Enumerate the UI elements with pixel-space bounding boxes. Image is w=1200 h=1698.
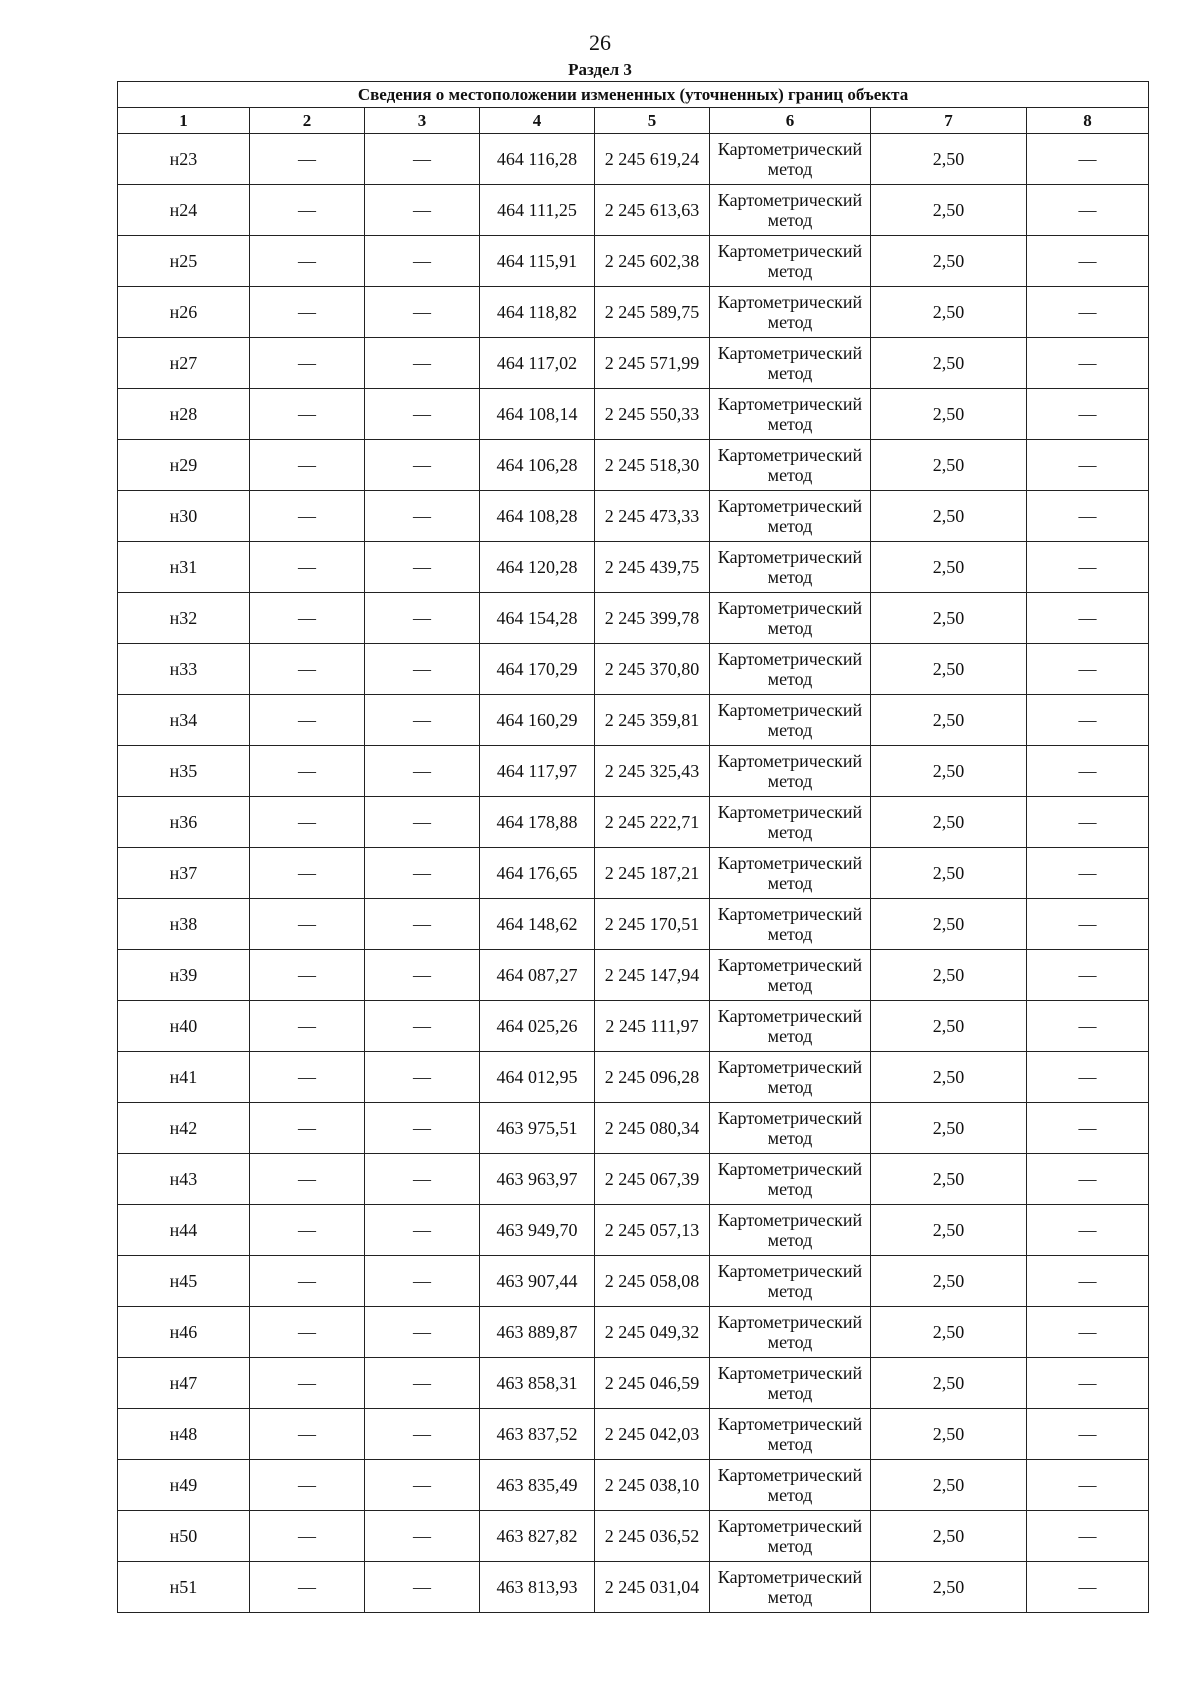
- y-coordinate-cell: 2 245 046,59: [595, 1358, 710, 1409]
- empty-value-cell: —: [1027, 1358, 1149, 1409]
- table-row: [118, 1358, 1149, 1409]
- empty-value-cell: —: [250, 389, 365, 440]
- y-coordinate-cell: 2 245 170,51: [595, 899, 710, 950]
- point-name-cell: н43: [118, 1154, 250, 1205]
- empty-value-cell: —: [250, 1307, 365, 1358]
- method-cell: Картометрический метод: [710, 797, 871, 848]
- table-row: [118, 1409, 1149, 1460]
- point-name-cell: н51: [118, 1562, 250, 1613]
- accuracy-cell: 2,50: [871, 1001, 1027, 1052]
- table-row: [118, 1154, 1149, 1205]
- empty-value-cell: —: [365, 1154, 480, 1205]
- y-coordinate-cell: 2 245 439,75: [595, 542, 710, 593]
- empty-value-cell: —: [250, 1154, 365, 1205]
- empty-value-cell: —: [250, 848, 365, 899]
- point-name-cell: н34: [118, 695, 250, 746]
- empty-value-cell: —: [365, 1511, 480, 1562]
- x-coordinate-cell: 464 116,28: [480, 134, 595, 185]
- point-name-cell: н45: [118, 1256, 250, 1307]
- empty-value-cell: —: [365, 1052, 480, 1103]
- method-cell: Картометрический метод: [710, 338, 871, 389]
- empty-value-cell: —: [1027, 338, 1149, 389]
- y-coordinate-cell: 2 245 067,39: [595, 1154, 710, 1205]
- empty-value-cell: —: [250, 899, 365, 950]
- method-cell: Картометрический метод: [710, 1460, 871, 1511]
- point-name-cell: н31: [118, 542, 250, 593]
- method-cell: Картометрический метод: [710, 695, 871, 746]
- empty-value-cell: —: [365, 1103, 480, 1154]
- method-cell: Картометрический метод: [710, 593, 871, 644]
- point-name-cell: н37: [118, 848, 250, 899]
- y-coordinate-cell: 2 245 370,80: [595, 644, 710, 695]
- x-coordinate-cell: 464 117,02: [480, 338, 595, 389]
- method-cell: Картометрический метод: [710, 389, 871, 440]
- x-coordinate-cell: 463 889,87: [480, 1307, 595, 1358]
- point-name-cell: н50: [118, 1511, 250, 1562]
- accuracy-cell: 2,50: [871, 1307, 1027, 1358]
- accuracy-cell: 2,50: [871, 848, 1027, 899]
- point-name-cell: н25: [118, 236, 250, 287]
- empty-value-cell: —: [365, 1562, 480, 1613]
- empty-value-cell: —: [365, 440, 480, 491]
- method-cell: Картометрический метод: [710, 1307, 871, 1358]
- method-cell: Картометрический метод: [710, 440, 871, 491]
- accuracy-cell: 2,50: [871, 236, 1027, 287]
- x-coordinate-cell: 464 012,95: [480, 1052, 595, 1103]
- method-cell: Картометрический метод: [710, 491, 871, 542]
- table-row: [118, 185, 1149, 236]
- empty-value-cell: —: [365, 542, 480, 593]
- point-name-cell: н26: [118, 287, 250, 338]
- x-coordinate-cell: 464 170,29: [480, 644, 595, 695]
- table-body: [118, 134, 1149, 1613]
- accuracy-cell: 2,50: [871, 440, 1027, 491]
- x-coordinate-cell: 464 117,97: [480, 746, 595, 797]
- empty-value-cell: —: [1027, 185, 1149, 236]
- x-coordinate-cell: 463 949,70: [480, 1205, 595, 1256]
- table-row: [118, 1562, 1149, 1613]
- accuracy-cell: 2,50: [871, 746, 1027, 797]
- y-coordinate-cell: 2 245 096,28: [595, 1052, 710, 1103]
- empty-value-cell: —: [365, 491, 480, 542]
- empty-value-cell: —: [250, 1511, 365, 1562]
- y-coordinate-cell: 2 245 399,78: [595, 593, 710, 644]
- point-name-cell: н29: [118, 440, 250, 491]
- point-name-cell: н44: [118, 1205, 250, 1256]
- table-row: [118, 389, 1149, 440]
- x-coordinate-cell: 464 025,26: [480, 1001, 595, 1052]
- empty-value-cell: —: [250, 1205, 365, 1256]
- empty-value-cell: —: [1027, 1154, 1149, 1205]
- empty-value-cell: —: [1027, 899, 1149, 950]
- accuracy-cell: 2,50: [871, 491, 1027, 542]
- empty-value-cell: —: [1027, 1205, 1149, 1256]
- column-number: 2: [250, 108, 365, 134]
- empty-value-cell: —: [250, 644, 365, 695]
- y-coordinate-cell: 2 245 571,99: [595, 338, 710, 389]
- method-cell: Картометрический метод: [710, 287, 871, 338]
- point-name-cell: н41: [118, 1052, 250, 1103]
- method-cell: Картометрический метод: [710, 1511, 871, 1562]
- x-coordinate-cell: 463 963,97: [480, 1154, 595, 1205]
- x-coordinate-cell: 464 111,25: [480, 185, 595, 236]
- accuracy-cell: 2,50: [871, 134, 1027, 185]
- method-cell: Картометрический метод: [710, 746, 871, 797]
- x-coordinate-cell: 464 087,27: [480, 950, 595, 1001]
- table-row: [118, 899, 1149, 950]
- accuracy-cell: 2,50: [871, 338, 1027, 389]
- empty-value-cell: —: [365, 797, 480, 848]
- empty-value-cell: —: [250, 440, 365, 491]
- accuracy-cell: 2,50: [871, 1511, 1027, 1562]
- accuracy-cell: 2,50: [871, 542, 1027, 593]
- empty-value-cell: —: [365, 695, 480, 746]
- empty-value-cell: —: [250, 950, 365, 1001]
- table-row: [118, 695, 1149, 746]
- method-cell: Картометрический метод: [710, 899, 871, 950]
- empty-value-cell: —: [365, 1307, 480, 1358]
- method-cell: Картометрический метод: [710, 1001, 871, 1052]
- method-cell: Картометрический метод: [710, 1358, 871, 1409]
- point-name-cell: н23: [118, 134, 250, 185]
- y-coordinate-cell: 2 245 473,33: [595, 491, 710, 542]
- point-name-cell: н36: [118, 797, 250, 848]
- table-caption: Сведения о местоположении измененных (уточненных) границ объекта: [118, 82, 1149, 108]
- point-name-cell: н38: [118, 899, 250, 950]
- table-row: [118, 236, 1149, 287]
- table-row: [118, 1052, 1149, 1103]
- x-coordinate-cell: 463 827,82: [480, 1511, 595, 1562]
- empty-value-cell: —: [1027, 440, 1149, 491]
- empty-value-cell: —: [1027, 287, 1149, 338]
- point-name-cell: н27: [118, 338, 250, 389]
- column-number: 4: [480, 108, 595, 134]
- point-name-cell: н35: [118, 746, 250, 797]
- table-row: [118, 1103, 1149, 1154]
- point-name-cell: н24: [118, 185, 250, 236]
- empty-value-cell: —: [1027, 848, 1149, 899]
- empty-value-cell: —: [1027, 1001, 1149, 1052]
- table-row: [118, 746, 1149, 797]
- column-number: 6: [710, 108, 871, 134]
- table-row: [118, 287, 1149, 338]
- method-cell: Картометрический метод: [710, 1562, 871, 1613]
- point-name-cell: н30: [118, 491, 250, 542]
- y-coordinate-cell: 2 245 359,81: [595, 695, 710, 746]
- point-name-cell: н32: [118, 593, 250, 644]
- x-coordinate-cell: 463 858,31: [480, 1358, 595, 1409]
- empty-value-cell: —: [250, 491, 365, 542]
- empty-value-cell: —: [1027, 797, 1149, 848]
- empty-value-cell: —: [250, 1256, 365, 1307]
- x-coordinate-cell: 464 176,65: [480, 848, 595, 899]
- y-coordinate-cell: 2 245 222,71: [595, 797, 710, 848]
- empty-value-cell: —: [1027, 593, 1149, 644]
- accuracy-cell: 2,50: [871, 695, 1027, 746]
- empty-value-cell: —: [1027, 1103, 1149, 1154]
- y-coordinate-cell: 2 245 042,03: [595, 1409, 710, 1460]
- empty-value-cell: —: [250, 746, 365, 797]
- y-coordinate-cell: 2 245 613,63: [595, 185, 710, 236]
- column-number-row: [118, 108, 1149, 134]
- x-coordinate-cell: 464 160,29: [480, 695, 595, 746]
- x-coordinate-cell: 463 837,52: [480, 1409, 595, 1460]
- y-coordinate-cell: 2 245 589,75: [595, 287, 710, 338]
- y-coordinate-cell: 2 245 187,21: [595, 848, 710, 899]
- empty-value-cell: —: [250, 797, 365, 848]
- empty-value-cell: —: [365, 134, 480, 185]
- empty-value-cell: —: [250, 1001, 365, 1052]
- x-coordinate-cell: 464 106,28: [480, 440, 595, 491]
- method-cell: Картометрический метод: [710, 848, 871, 899]
- empty-value-cell: —: [250, 1052, 365, 1103]
- empty-value-cell: —: [1027, 695, 1149, 746]
- table-row: [118, 1205, 1149, 1256]
- accuracy-cell: 2,50: [871, 593, 1027, 644]
- point-name-cell: н33: [118, 644, 250, 695]
- y-coordinate-cell: 2 245 111,97: [595, 1001, 710, 1052]
- table-row: [118, 440, 1149, 491]
- empty-value-cell: —: [365, 1256, 480, 1307]
- method-cell: Картометрический метод: [710, 236, 871, 287]
- empty-value-cell: —: [1027, 644, 1149, 695]
- empty-value-cell: —: [250, 542, 365, 593]
- y-coordinate-cell: 2 245 080,34: [595, 1103, 710, 1154]
- column-number: 1: [118, 108, 250, 134]
- accuracy-cell: 2,50: [871, 1154, 1027, 1205]
- accuracy-cell: 2,50: [871, 1205, 1027, 1256]
- empty-value-cell: —: [1027, 389, 1149, 440]
- table-row: [118, 1001, 1149, 1052]
- empty-value-cell: —: [250, 134, 365, 185]
- table-row: [118, 1511, 1149, 1562]
- empty-value-cell: —: [365, 389, 480, 440]
- point-name-cell: н48: [118, 1409, 250, 1460]
- x-coordinate-cell: 463 813,93: [480, 1562, 595, 1613]
- table-row: [118, 644, 1149, 695]
- x-coordinate-cell: 464 148,62: [480, 899, 595, 950]
- accuracy-cell: 2,50: [871, 185, 1027, 236]
- accuracy-cell: 2,50: [871, 899, 1027, 950]
- point-name-cell: н42: [118, 1103, 250, 1154]
- column-number: 3: [365, 108, 480, 134]
- empty-value-cell: —: [365, 185, 480, 236]
- empty-value-cell: —: [365, 848, 480, 899]
- y-coordinate-cell: 2 245 550,33: [595, 389, 710, 440]
- method-cell: Картометрический метод: [710, 1154, 871, 1205]
- table-row: [118, 1460, 1149, 1511]
- point-name-cell: н39: [118, 950, 250, 1001]
- accuracy-cell: 2,50: [871, 1103, 1027, 1154]
- table-row: [118, 134, 1149, 185]
- empty-value-cell: —: [365, 746, 480, 797]
- empty-value-cell: —: [1027, 1409, 1149, 1460]
- x-coordinate-cell: 464 115,91: [480, 236, 595, 287]
- x-coordinate-cell: 464 118,82: [480, 287, 595, 338]
- empty-value-cell: —: [250, 1562, 365, 1613]
- empty-value-cell: —: [250, 695, 365, 746]
- empty-value-cell: —: [250, 1358, 365, 1409]
- column-number: 5: [595, 108, 710, 134]
- y-coordinate-cell: 2 245 619,24: [595, 134, 710, 185]
- empty-value-cell: —: [365, 1205, 480, 1256]
- empty-value-cell: —: [1027, 1256, 1149, 1307]
- y-coordinate-cell: 2 245 058,08: [595, 1256, 710, 1307]
- empty-value-cell: —: [1027, 1460, 1149, 1511]
- point-name-cell: н49: [118, 1460, 250, 1511]
- empty-value-cell: —: [250, 1103, 365, 1154]
- x-coordinate-cell: 464 120,28: [480, 542, 595, 593]
- empty-value-cell: —: [250, 236, 365, 287]
- accuracy-cell: 2,50: [871, 1562, 1027, 1613]
- y-coordinate-cell: 2 245 057,13: [595, 1205, 710, 1256]
- accuracy-cell: 2,50: [871, 1358, 1027, 1409]
- empty-value-cell: —: [365, 1358, 480, 1409]
- accuracy-cell: 2,50: [871, 797, 1027, 848]
- x-coordinate-cell: 464 108,28: [480, 491, 595, 542]
- empty-value-cell: —: [1027, 746, 1149, 797]
- empty-value-cell: —: [250, 185, 365, 236]
- column-number: 8: [1027, 108, 1149, 134]
- empty-value-cell: —: [250, 338, 365, 389]
- point-name-cell: н28: [118, 389, 250, 440]
- empty-value-cell: —: [250, 593, 365, 644]
- empty-value-cell: —: [365, 950, 480, 1001]
- empty-value-cell: —: [365, 1409, 480, 1460]
- table-row: [118, 542, 1149, 593]
- y-coordinate-cell: 2 245 049,32: [595, 1307, 710, 1358]
- table-row: [118, 848, 1149, 899]
- empty-value-cell: —: [365, 1460, 480, 1511]
- accuracy-cell: 2,50: [871, 287, 1027, 338]
- y-coordinate-cell: 2 245 147,94: [595, 950, 710, 1001]
- method-cell: Картометрический метод: [710, 185, 871, 236]
- table-row: [118, 593, 1149, 644]
- boundary-coordinates-table: [117, 81, 1149, 1613]
- column-number: 7: [871, 108, 1027, 134]
- y-coordinate-cell: 2 245 036,52: [595, 1511, 710, 1562]
- empty-value-cell: —: [1027, 491, 1149, 542]
- method-cell: Картометрический метод: [710, 1205, 871, 1256]
- table-row: [118, 338, 1149, 389]
- empty-value-cell: —: [365, 287, 480, 338]
- point-name-cell: н47: [118, 1358, 250, 1409]
- y-coordinate-cell: 2 245 602,38: [595, 236, 710, 287]
- method-cell: Картометрический метод: [710, 542, 871, 593]
- x-coordinate-cell: 464 178,88: [480, 797, 595, 848]
- empty-value-cell: —: [365, 1001, 480, 1052]
- x-coordinate-cell: 463 907,44: [480, 1256, 595, 1307]
- accuracy-cell: 2,50: [871, 389, 1027, 440]
- x-coordinate-cell: 464 154,28: [480, 593, 595, 644]
- empty-value-cell: —: [250, 1409, 365, 1460]
- empty-value-cell: —: [365, 236, 480, 287]
- point-name-cell: н46: [118, 1307, 250, 1358]
- accuracy-cell: 2,50: [871, 1052, 1027, 1103]
- table-row: [118, 491, 1149, 542]
- empty-value-cell: —: [250, 287, 365, 338]
- method-cell: Картометрический метод: [710, 134, 871, 185]
- x-coordinate-cell: 464 108,14: [480, 389, 595, 440]
- method-cell: Картометрический метод: [710, 644, 871, 695]
- empty-value-cell: —: [1027, 1307, 1149, 1358]
- empty-value-cell: —: [1027, 542, 1149, 593]
- y-coordinate-cell: 2 245 518,30: [595, 440, 710, 491]
- empty-value-cell: —: [250, 1460, 365, 1511]
- empty-value-cell: —: [1027, 950, 1149, 1001]
- empty-value-cell: —: [365, 899, 480, 950]
- accuracy-cell: 2,50: [871, 1256, 1027, 1307]
- method-cell: Картометрический метод: [710, 1409, 871, 1460]
- y-coordinate-cell: 2 245 038,10: [595, 1460, 710, 1511]
- table-row: [118, 1307, 1149, 1358]
- empty-value-cell: —: [365, 644, 480, 695]
- table-row: [118, 950, 1149, 1001]
- empty-value-cell: —: [1027, 134, 1149, 185]
- accuracy-cell: 2,50: [871, 644, 1027, 695]
- empty-value-cell: —: [1027, 1511, 1149, 1562]
- accuracy-cell: 2,50: [871, 1409, 1027, 1460]
- table-row: [118, 1256, 1149, 1307]
- empty-value-cell: —: [365, 338, 480, 389]
- method-cell: Картометрический метод: [710, 950, 871, 1001]
- empty-value-cell: —: [1027, 236, 1149, 287]
- point-name-cell: н40: [118, 1001, 250, 1052]
- method-cell: Картометрический метод: [710, 1103, 871, 1154]
- empty-value-cell: —: [1027, 1562, 1149, 1613]
- page-number: 26: [589, 30, 611, 55]
- x-coordinate-cell: 463 835,49: [480, 1460, 595, 1511]
- y-coordinate-cell: 2 245 325,43: [595, 746, 710, 797]
- empty-value-cell: —: [1027, 1052, 1149, 1103]
- x-coordinate-cell: 463 975,51: [480, 1103, 595, 1154]
- method-cell: Картометрический метод: [710, 1052, 871, 1103]
- accuracy-cell: 2,50: [871, 950, 1027, 1001]
- y-coordinate-cell: 2 245 031,04: [595, 1562, 710, 1613]
- accuracy-cell: 2,50: [871, 1460, 1027, 1511]
- method-cell: Картометрический метод: [710, 1256, 871, 1307]
- section-title: Раздел 3: [568, 60, 632, 79]
- table-row: [118, 797, 1149, 848]
- empty-value-cell: —: [365, 593, 480, 644]
